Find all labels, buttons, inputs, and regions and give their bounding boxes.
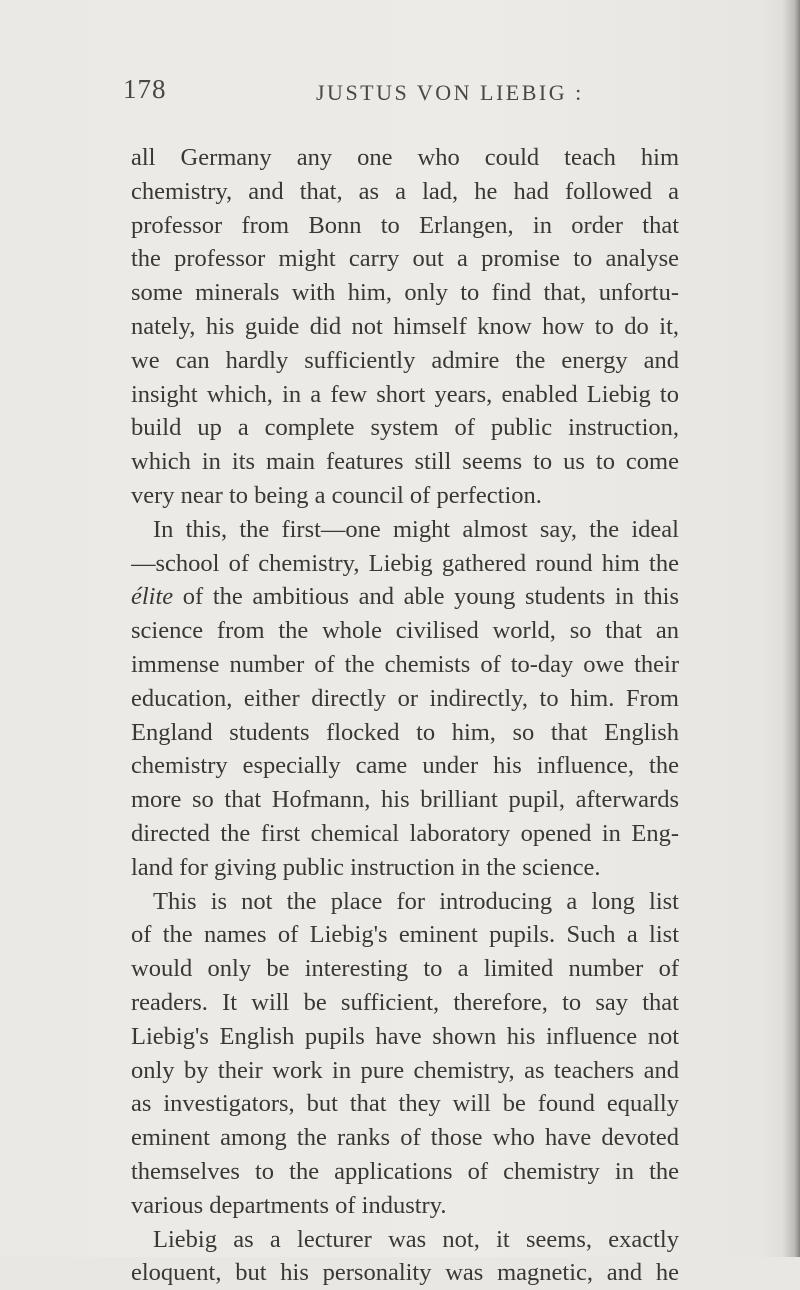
text-line: eloquent, but his personality was magnetic, and he: [131, 1259, 679, 1287]
text-line: as investigators, but that they will be found equally: [131, 1090, 679, 1118]
text-line: science from the whole civilised world, so that an: [131, 617, 679, 645]
text-line: more so that Hofmann, his brilliant pupil, afterwards: [131, 786, 679, 814]
text-line: some minerals with him, only to find that, unfortu-: [131, 279, 679, 307]
text-line: themselves to the applications of chemistry in the: [131, 1157, 679, 1185]
text-line: professor from Bonn to Erlangen, in order that: [131, 211, 679, 239]
text-line: insight which, in a few short years, enabled Liebig to: [131, 380, 679, 408]
text-line: [131, 580, 679, 614]
text-line: immense number of the chemists of to-day owe their: [131, 650, 679, 678]
page-edge-shadow: [782, 0, 800, 1257]
text-line: eminent among the ranks of those who have devoted: [131, 1124, 679, 1152]
text-line-rest: of the ambitious and able young students in this: [173, 583, 679, 611]
text-line: we can hardly sufficiently admire the energy and: [131, 346, 679, 374]
text-line: various departments of industry.: [131, 1191, 447, 1219]
body-text: [131, 141, 679, 1290]
text-line: directed the first chemical laboratory opened in Eng-: [131, 819, 679, 847]
text-line: In this, the first—one might almost say, the ideal: [153, 515, 679, 543]
text-line: readers. It will be sufficient, therefore, to say that: [131, 988, 679, 1016]
text-line: all Germany any one who could teach him: [131, 144, 679, 171]
text-line: would only be interesting to a limited number of: [131, 955, 679, 983]
text-line: land for giving public instruction in the science.: [131, 853, 601, 881]
text-line: which in its main features still seems to us to come: [131, 448, 679, 476]
text-line: —school of chemistry, Liebig gathered round him the: [131, 549, 679, 577]
text-line: education, either directly or indirectly, to him. From: [131, 684, 679, 712]
text-line: very near to being a council of perfection.: [131, 481, 542, 509]
text-line: This is not the place for introducing a long list: [153, 887, 679, 915]
text-line: England students flocked to him, so that English: [131, 718, 679, 746]
text-line: chemistry especially came under his influence, the: [131, 752, 679, 780]
text-line: nately, his guide did not himself know how to do it,: [131, 312, 679, 340]
text-line: chemistry, and that, as a lad, he had followed a: [131, 177, 679, 205]
text-line: build up a complete system of public instruction,: [131, 414, 679, 442]
text-line: Liebig as a lecturer was not, it seems, exactly: [153, 1225, 679, 1253]
italic-word-elite: élite: [131, 583, 174, 611]
text-line: the professor might carry out a promise to analyse: [131, 245, 679, 273]
text-line: Liebig's English pupils have shown his influence not: [131, 1022, 679, 1050]
text-line: of the names of Liebig's eminent pupils. Such a list: [131, 921, 679, 949]
running-title: JUSTUS VON LIEBIG :: [316, 80, 584, 105]
page-number: 178: [123, 74, 167, 104]
text-line: only by their work in pure chemistry, as teachers and: [131, 1056, 679, 1084]
